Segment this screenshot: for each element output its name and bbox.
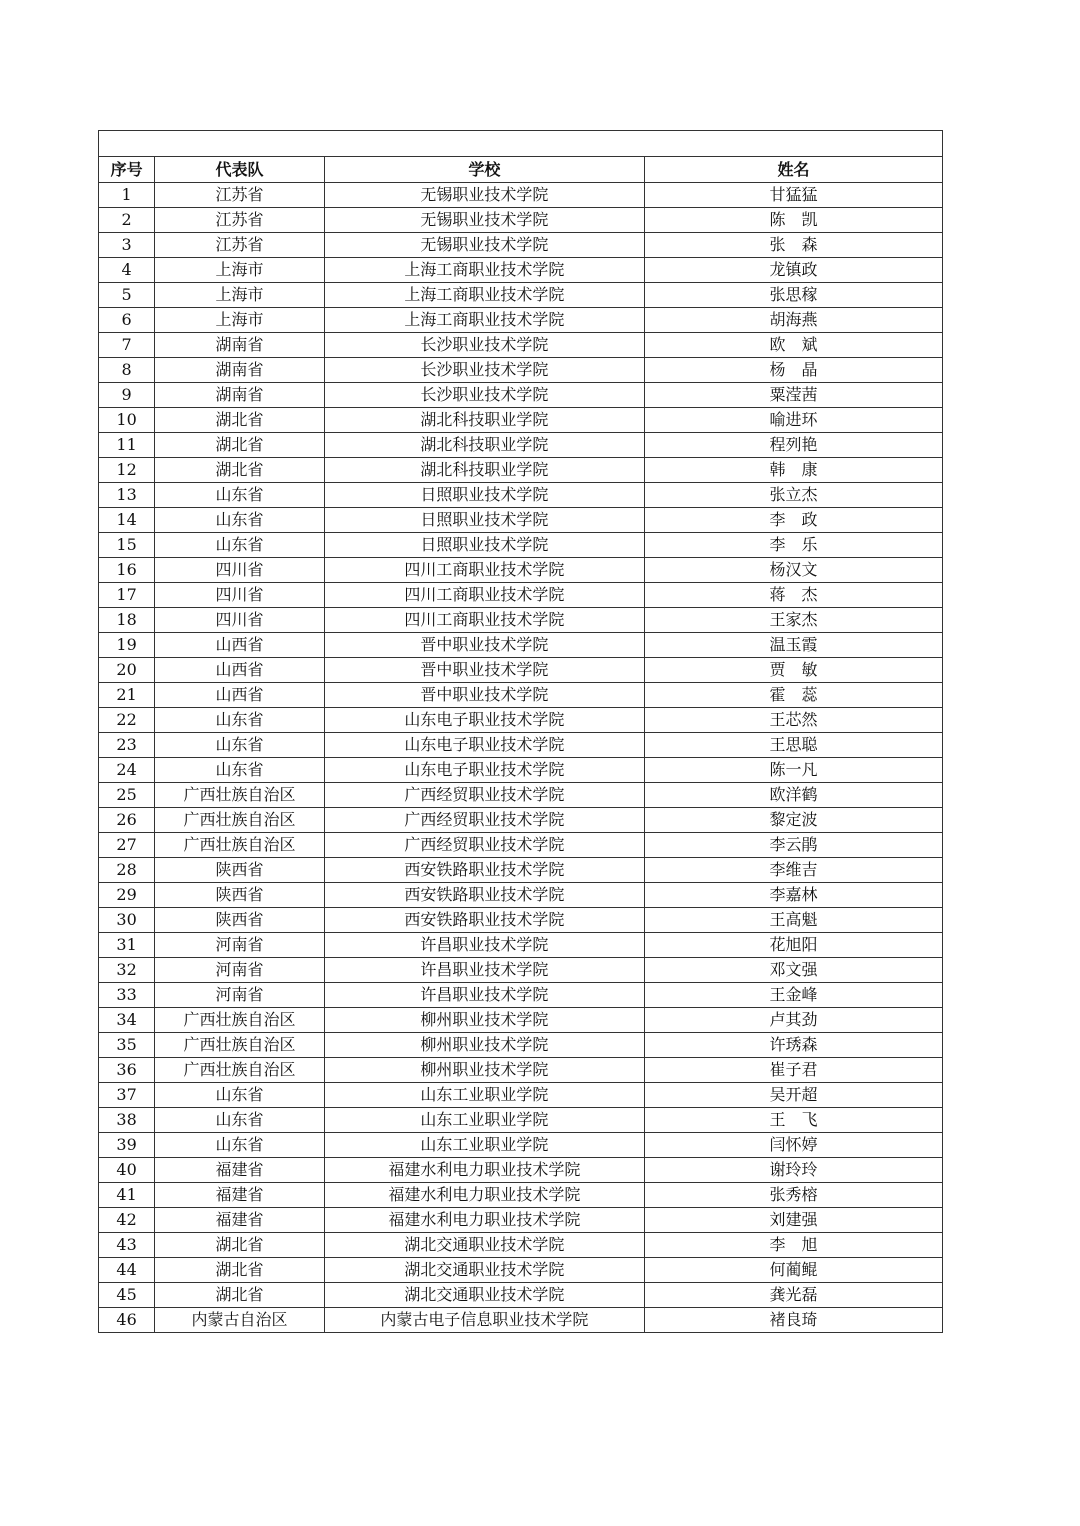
- header-school: 学校: [324, 157, 644, 183]
- table-row: [99, 333, 943, 358]
- cell-school: 日照职业技术学院: [324, 483, 644, 508]
- cell-name: 李维吉: [644, 858, 942, 883]
- cell-team: 陕西省: [155, 883, 325, 908]
- cell-name: 龙镇政: [644, 258, 942, 283]
- cell-index: 10: [99, 408, 155, 433]
- cell-name: 陈一凡: [644, 758, 942, 783]
- cell-school: 广西经贸职业技术学院: [324, 808, 644, 833]
- cell-index: 45: [99, 1283, 155, 1308]
- cell-school: 湖北科技职业学院: [324, 408, 644, 433]
- cell-index: 8: [99, 358, 155, 383]
- table-row: [99, 258, 943, 283]
- cell-school: 西安铁路职业技术学院: [324, 908, 644, 933]
- cell-name: 张思稼: [644, 283, 942, 308]
- cell-school: 许昌职业技术学院: [324, 933, 644, 958]
- cell-name: 程列艳: [644, 433, 942, 458]
- cell-index: 5: [99, 283, 155, 308]
- cell-name: 王金峰: [644, 983, 942, 1008]
- cell-school: 山东电子职业技术学院: [324, 758, 644, 783]
- cell-team: 山东省: [155, 1133, 325, 1158]
- table-row: [99, 1183, 943, 1208]
- cell-team: 广西壮族自治区: [155, 1033, 325, 1058]
- table-row: [99, 708, 943, 733]
- table-row: [99, 458, 943, 483]
- table-row: [99, 733, 943, 758]
- table-row: [99, 1008, 943, 1033]
- cell-team: 湖南省: [155, 333, 325, 358]
- cell-name: 韩 康: [644, 458, 942, 483]
- blank-cell: [99, 131, 943, 157]
- table-row: [99, 583, 943, 608]
- table-row: [99, 1308, 943, 1333]
- cell-team: 福建省: [155, 1208, 325, 1233]
- cell-name: 杨 晶: [644, 358, 942, 383]
- table-row: [99, 958, 943, 983]
- cell-index: 32: [99, 958, 155, 983]
- cell-index: 36: [99, 1058, 155, 1083]
- cell-index: 44: [99, 1258, 155, 1283]
- cell-team: 广西壮族自治区: [155, 833, 325, 858]
- table-row: [99, 683, 943, 708]
- cell-school: 上海工商职业技术学院: [324, 308, 644, 333]
- cell-team: 湖北省: [155, 1283, 325, 1308]
- cell-index: 24: [99, 758, 155, 783]
- cell-school: 长沙职业技术学院: [324, 333, 644, 358]
- cell-index: 20: [99, 658, 155, 683]
- participant-table: [98, 130, 943, 1333]
- cell-name: 欧 斌: [644, 333, 942, 358]
- cell-school: 福建水利电力职业技术学院: [324, 1158, 644, 1183]
- cell-team: 山东省: [155, 483, 325, 508]
- cell-school: 柳州职业技术学院: [324, 1058, 644, 1083]
- header-team: 代表队: [155, 157, 325, 183]
- cell-index: 1: [99, 183, 155, 208]
- cell-index: 42: [99, 1208, 155, 1233]
- cell-index: 2: [99, 208, 155, 233]
- table-row: [99, 1158, 943, 1183]
- cell-index: 40: [99, 1158, 155, 1183]
- cell-index: 29: [99, 883, 155, 908]
- cell-index: 28: [99, 858, 155, 883]
- cell-team: 湖北省: [155, 1258, 325, 1283]
- table-row: [99, 658, 943, 683]
- cell-school: 山东工业职业学院: [324, 1108, 644, 1133]
- cell-name: 邓文强: [644, 958, 942, 983]
- cell-name: 何蔺鲲: [644, 1258, 942, 1283]
- cell-school: 四川工商职业技术学院: [324, 583, 644, 608]
- cell-name: 王芯然: [644, 708, 942, 733]
- table-row: [99, 1033, 943, 1058]
- cell-name: 王高魁: [644, 908, 942, 933]
- table-row: [99, 383, 943, 408]
- cell-index: 13: [99, 483, 155, 508]
- cell-team: 江苏省: [155, 208, 325, 233]
- cell-name: 黎定波: [644, 808, 942, 833]
- cell-name: 温玉霞: [644, 633, 942, 658]
- cell-school: 山东工业职业学院: [324, 1083, 644, 1108]
- cell-index: 14: [99, 508, 155, 533]
- cell-index: 43: [99, 1233, 155, 1258]
- table-row: [99, 408, 943, 433]
- cell-school: 许昌职业技术学院: [324, 958, 644, 983]
- cell-name: 李嘉林: [644, 883, 942, 908]
- cell-index: 9: [99, 383, 155, 408]
- cell-school: 许昌职业技术学院: [324, 983, 644, 1008]
- cell-index: 46: [99, 1308, 155, 1333]
- cell-name: 张秀榕: [644, 1183, 942, 1208]
- cell-school: 长沙职业技术学院: [324, 383, 644, 408]
- table-row: [99, 633, 943, 658]
- cell-index: 7: [99, 333, 155, 358]
- table-row: [99, 758, 943, 783]
- header-index: 序号: [99, 157, 155, 183]
- cell-name: 贾 敏: [644, 658, 942, 683]
- cell-school: 晋中职业技术学院: [324, 633, 644, 658]
- table-row: [99, 433, 943, 458]
- table-row: [99, 508, 943, 533]
- cell-name: 霍 蕊: [644, 683, 942, 708]
- cell-name: 花旭阳: [644, 933, 942, 958]
- cell-school: 福建水利电力职业技术学院: [324, 1183, 644, 1208]
- table-row: [99, 533, 943, 558]
- cell-team: 山东省: [155, 533, 325, 558]
- table-row: [99, 558, 943, 583]
- cell-school: 晋中职业技术学院: [324, 683, 644, 708]
- cell-index: 39: [99, 1133, 155, 1158]
- cell-school: 日照职业技术学院: [324, 508, 644, 533]
- cell-team: 上海市: [155, 308, 325, 333]
- cell-school: 四川工商职业技术学院: [324, 608, 644, 633]
- cell-name: 欧洋鹤: [644, 783, 942, 808]
- cell-index: 25: [99, 783, 155, 808]
- table-row: [99, 608, 943, 633]
- table-row: [99, 483, 943, 508]
- cell-name: 李 旭: [644, 1233, 942, 1258]
- cell-school: 广西经贸职业技术学院: [324, 783, 644, 808]
- table-row: [99, 983, 943, 1008]
- cell-index: 30: [99, 908, 155, 933]
- table-row: [99, 308, 943, 333]
- cell-school: 柳州职业技术学院: [324, 1033, 644, 1058]
- cell-school: 上海工商职业技术学院: [324, 258, 644, 283]
- cell-team: 山东省: [155, 1108, 325, 1133]
- cell-index: 3: [99, 233, 155, 258]
- cell-index: 19: [99, 633, 155, 658]
- cell-name: 褚良琦: [644, 1308, 942, 1333]
- cell-team: 福建省: [155, 1183, 325, 1208]
- cell-team: 内蒙古自治区: [155, 1308, 325, 1333]
- cell-team: 湖北省: [155, 433, 325, 458]
- header-row: [99, 157, 943, 183]
- cell-team: 江苏省: [155, 183, 325, 208]
- cell-index: 41: [99, 1183, 155, 1208]
- cell-team: 河南省: [155, 983, 325, 1008]
- cell-team: 陕西省: [155, 908, 325, 933]
- cell-school: 广西经贸职业技术学院: [324, 833, 644, 858]
- cell-team: 河南省: [155, 958, 325, 983]
- cell-team: 广西壮族自治区: [155, 783, 325, 808]
- cell-name: 王家杰: [644, 608, 942, 633]
- table-row: [99, 783, 943, 808]
- cell-index: 18: [99, 608, 155, 633]
- cell-name: 张 森: [644, 233, 942, 258]
- cell-school: 内蒙古电子信息职业技术学院: [324, 1308, 644, 1333]
- table-row: [99, 1083, 943, 1108]
- cell-index: 12: [99, 458, 155, 483]
- cell-team: 山东省: [155, 758, 325, 783]
- cell-index: 27: [99, 833, 155, 858]
- table-row: [99, 183, 943, 208]
- table-row: [99, 208, 943, 233]
- cell-name: 杨汉文: [644, 558, 942, 583]
- cell-index: 23: [99, 733, 155, 758]
- cell-name: 胡海燕: [644, 308, 942, 333]
- cell-index: 31: [99, 933, 155, 958]
- cell-index: 6: [99, 308, 155, 333]
- cell-team: 湖北省: [155, 1233, 325, 1258]
- cell-index: 33: [99, 983, 155, 1008]
- cell-name: 谢玲玲: [644, 1158, 942, 1183]
- cell-team: 四川省: [155, 583, 325, 608]
- cell-team: 广西壮族自治区: [155, 1058, 325, 1083]
- table-row: [99, 233, 943, 258]
- cell-team: 山西省: [155, 633, 325, 658]
- cell-index: 17: [99, 583, 155, 608]
- cell-team: 福建省: [155, 1158, 325, 1183]
- cell-index: 21: [99, 683, 155, 708]
- cell-name: 陈 凯: [644, 208, 942, 233]
- table-row: [99, 1108, 943, 1133]
- cell-index: 37: [99, 1083, 155, 1108]
- cell-school: 福建水利电力职业技术学院: [324, 1208, 644, 1233]
- blank-title-row: [99, 131, 943, 157]
- cell-name: 崔子君: [644, 1058, 942, 1083]
- cell-team: 湖南省: [155, 358, 325, 383]
- table-row: [99, 858, 943, 883]
- table-row: [99, 808, 943, 833]
- cell-index: 22: [99, 708, 155, 733]
- cell-school: 山东工业职业学院: [324, 1133, 644, 1158]
- cell-name: 甘猛猛: [644, 183, 942, 208]
- cell-name: 喻进环: [644, 408, 942, 433]
- cell-school: 湖北交通职业技术学院: [324, 1283, 644, 1308]
- cell-name: 吴开超: [644, 1083, 942, 1108]
- table-row: [99, 933, 943, 958]
- cell-school: 山东电子职业技术学院: [324, 733, 644, 758]
- cell-index: 16: [99, 558, 155, 583]
- cell-name: 龚光磊: [644, 1283, 942, 1308]
- table-row: [99, 1208, 943, 1233]
- cell-school: 西安铁路职业技术学院: [324, 883, 644, 908]
- cell-school: 柳州职业技术学院: [324, 1008, 644, 1033]
- cell-school: 无锡职业技术学院: [324, 208, 644, 233]
- cell-school: 湖北交通职业技术学院: [324, 1233, 644, 1258]
- cell-name: 王 飞: [644, 1108, 942, 1133]
- cell-team: 四川省: [155, 608, 325, 633]
- cell-team: 山东省: [155, 733, 325, 758]
- cell-index: 11: [99, 433, 155, 458]
- cell-index: 4: [99, 258, 155, 283]
- table-row: [99, 1258, 943, 1283]
- cell-index: 35: [99, 1033, 155, 1058]
- cell-school: 无锡职业技术学院: [324, 183, 644, 208]
- header-name: 姓名: [644, 157, 942, 183]
- cell-name: 刘建强: [644, 1208, 942, 1233]
- table-row: [99, 833, 943, 858]
- cell-team: 湖北省: [155, 408, 325, 433]
- cell-team: 陕西省: [155, 858, 325, 883]
- cell-team: 山东省: [155, 708, 325, 733]
- table-row: [99, 908, 943, 933]
- cell-school: 晋中职业技术学院: [324, 658, 644, 683]
- cell-team: 河南省: [155, 933, 325, 958]
- cell-name: 卢其劲: [644, 1008, 942, 1033]
- table-row: [99, 1133, 943, 1158]
- table-row: [99, 1058, 943, 1083]
- cell-index: 26: [99, 808, 155, 833]
- cell-name: 李 乐: [644, 533, 942, 558]
- cell-school: 日照职业技术学院: [324, 533, 644, 558]
- cell-school: 长沙职业技术学院: [324, 358, 644, 383]
- table-row: [99, 358, 943, 383]
- cell-team: 湖南省: [155, 383, 325, 408]
- table-row: [99, 883, 943, 908]
- cell-team: 山西省: [155, 658, 325, 683]
- cell-team: 上海市: [155, 283, 325, 308]
- cell-team: 山东省: [155, 508, 325, 533]
- cell-name: 李 政: [644, 508, 942, 533]
- table-row: [99, 1283, 943, 1308]
- cell-team: 江苏省: [155, 233, 325, 258]
- cell-team: 广西壮族自治区: [155, 1008, 325, 1033]
- cell-team: 湖北省: [155, 458, 325, 483]
- cell-school: 无锡职业技术学院: [324, 233, 644, 258]
- cell-name: 许琇森: [644, 1033, 942, 1058]
- cell-school: 山东电子职业技术学院: [324, 708, 644, 733]
- cell-team: 四川省: [155, 558, 325, 583]
- table-row: [99, 1233, 943, 1258]
- cell-index: 34: [99, 1008, 155, 1033]
- cell-name: 粟滢茜: [644, 383, 942, 408]
- cell-school: 四川工商职业技术学院: [324, 558, 644, 583]
- cell-team: 山东省: [155, 1083, 325, 1108]
- cell-school: 西安铁路职业技术学院: [324, 858, 644, 883]
- cell-school: 湖北科技职业学院: [324, 458, 644, 483]
- cell-team: 山西省: [155, 683, 325, 708]
- cell-index: 15: [99, 533, 155, 558]
- table-row: [99, 283, 943, 308]
- cell-name: 王思聪: [644, 733, 942, 758]
- cell-school: 湖北交通职业技术学院: [324, 1258, 644, 1283]
- cell-team: 广西壮族自治区: [155, 808, 325, 833]
- cell-school: 湖北科技职业学院: [324, 433, 644, 458]
- cell-name: 蒋 杰: [644, 583, 942, 608]
- cell-index: 38: [99, 1108, 155, 1133]
- cell-name: 李云鹃: [644, 833, 942, 858]
- cell-name: 闫怀婷: [644, 1133, 942, 1158]
- cell-name: 张立杰: [644, 483, 942, 508]
- cell-school: 上海工商职业技术学院: [324, 283, 644, 308]
- cell-team: 上海市: [155, 258, 325, 283]
